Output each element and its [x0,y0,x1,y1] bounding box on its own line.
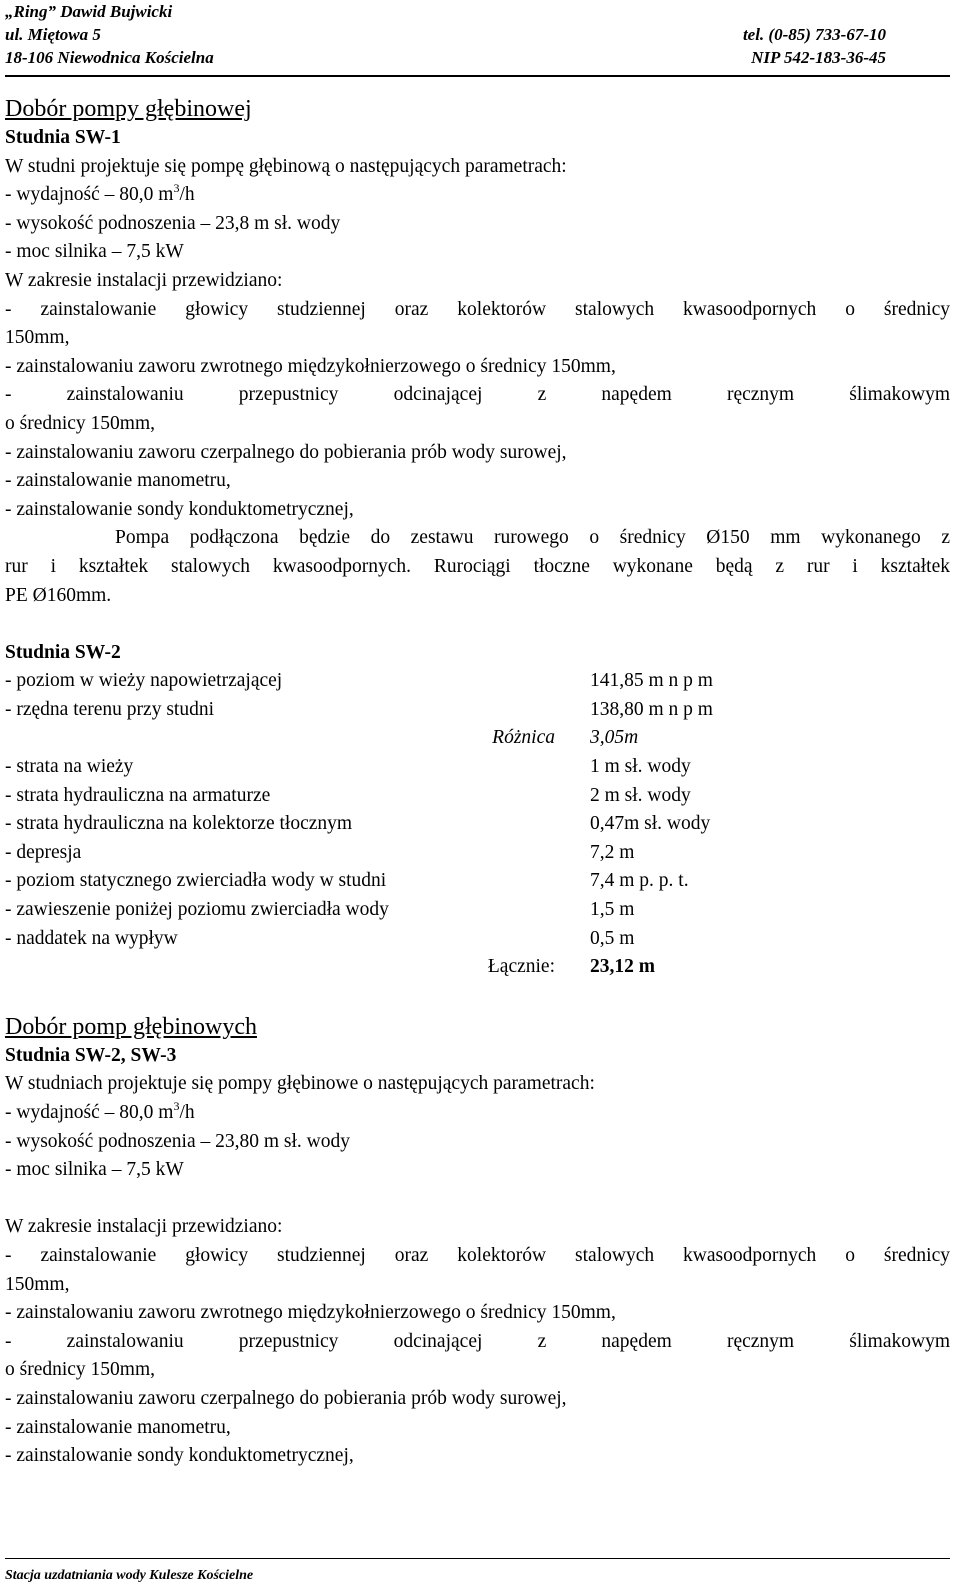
calc-label: - strata hydrauliczna na armaturze [5,784,271,806]
flow-text: - wydajność – 80,0 m [5,1102,174,1123]
calc-total-label: Łącznie: [487,956,555,978]
section2-intro: W studniach projektuje się pompy głębinowe o następujących parametrach: [5,1073,595,1095]
section2-scope-item: - zainstalowanie sondy konduktometrycznej, [5,1445,354,1467]
calc-diff-label: Różnica [492,727,555,749]
page-footer [5,1558,950,1586]
calc-value: 2 m sł. wody [590,784,691,806]
calc-row [5,782,950,811]
section2-scope-item: - zainstalowaniu zaworu czerpalnego do pobierania prób wody surowej, [5,1387,567,1409]
company-phone: tel. (0-85) 733-67-10 [742,25,886,44]
calc-value: 7,2 m [590,841,635,863]
section2-scope-item: - zainstalowaniu przepustnicy odcinającej z napędem ręcznym ślimakowym [5,1330,950,1352]
company-nip: NIP 542-183-36-45 [751,48,886,67]
calc-value: 1 m sł. wody [590,756,691,778]
section1-power: - moc silnika – 7,5 kW [5,241,184,263]
calc-value: 0,47m sł. wody [590,813,711,835]
section1-scope-title: W zakresie instalacji przewidziano: [5,269,283,291]
calc-row [5,896,950,925]
section2-scope-title: W zakresie instalacji przewidziano: [5,1216,283,1238]
footer-divider [5,1558,950,1559]
section1-para-line: Pompa podłączona będzie do zestawu rurowego o średnicy Ø150 mm wykonanego z [115,527,950,549]
calc-label: - poziom w wieży napowietrzającej [5,670,283,692]
company-name: „Ring” Dawid Bujwicki [5,2,173,21]
calc-row [5,696,950,725]
section2-scope-item: - zainstalowanie manometru, [5,1416,231,1438]
section1-para-line: rur i kształtek stalowych kwasoodpornych. Rurociągi tłoczne wykonane będą z rur i kształtek [5,555,950,577]
document-page [5,0,950,1589]
section1-scope-item: - zainstalowanie sondy konduktometrycznej, [5,498,354,520]
section2-head: - wysokość podnoszenia – 23,80 m sł. wody [5,1130,351,1152]
section2-scope-item: o średnicy 150mm, [5,1359,156,1381]
section1-para-line: PE Ø160mm. [5,584,112,606]
calc-value: 0,5 m [590,927,635,949]
section1-head: - wysokość podnoszenia – 23,8 m sł. wody [5,212,341,234]
calc-total-row [5,953,950,982]
calc-label: - depresja [5,841,82,863]
calc-row [5,867,950,896]
section2-scope-item: - zainstalowaniu zaworu zwrotnego międzykołnierzowego o średnicy 150mm, [5,1302,616,1324]
footer-text: Stacja uzdatniania wody Kulesze Kościelne [5,1568,254,1583]
calc-well: Studnia SW-2 [5,641,121,663]
calc-label: - rzędna terenu przy studni [5,698,214,720]
section1-scope-item: o średnicy 150mm, [5,412,156,434]
company-street: ul. Miętowa 5 [5,25,101,44]
calc-row [5,753,950,782]
section1-title: Dobór pompy głębinowej [5,96,252,122]
section2-well: Studnia SW-2, SW-3 [5,1044,177,1066]
calc-row [5,925,950,954]
letterhead [5,0,950,69]
section1-scope-item: 150mm, [5,327,70,349]
flow-sup: 3 [173,1099,180,1113]
calc-diff-row [5,724,950,753]
section2-flow [5,1099,950,1128]
section2-scope-item: 150mm, [5,1273,70,1295]
section1-scope-item: - zainstalowaniu przepustnicy odcinającej z napędem ręcznym ślimakowym [5,384,950,406]
flow-unit: /h [179,184,195,206]
section1-scope-item: - zainstalowaniu zaworu zwrotnego międzykołnierzowego o średnicy 150mm, [5,355,616,377]
section1-scope-item: - zainstalowaniu zaworu czerpalnego do pobierania prób wody surowej, [5,441,567,463]
calc-row [5,810,950,839]
calc-label: - naddatek na wypływ [5,927,178,949]
calc-label: - strata hydrauliczna na kolektorze tłocznym [5,813,353,835]
calc-label: - zawieszenie poniżej poziomu zwierciadła wody [5,899,389,921]
section2-scope-item: - zainstalowanie głowicy studziennej oraz kolektorów stalowych kwasoodpornych o średnicy [5,1244,950,1266]
header-divider [5,75,950,77]
section1-well: Studnia SW-1 [5,127,121,148]
calc-label: - strata na wieży [5,756,134,778]
section1-intro: W studni projektuje się pompę głębinową o następujących parametrach: [5,155,567,177]
flow-text: - wydajność – 80,0 m [5,184,174,206]
section2-title: Dobór pomp głębinowych [5,1013,257,1040]
company-city: 18-106 Niewodnica Kościelna [5,48,214,67]
calc-total-value: 23,12 m [590,956,655,978]
flow-sup: 3 [173,181,180,196]
calc-row [5,839,950,868]
flow-unit: /h [179,1102,195,1123]
section1-scope-item: - zainstalowanie głowicy studziennej oraz kolektorów stalowych kwasoodpornych o średnicy [5,298,950,320]
calc-row [5,667,950,696]
calc-value: 138,80 m n p m [590,698,713,720]
section1-flow [5,181,950,210]
calc-value: 141,85 m n p m [590,670,713,692]
calc-value: 1,5 m [590,899,635,921]
calc-diff-value: 3,05m [590,727,639,749]
calc-label: - poziom statycznego zwierciadła wody w studni [5,870,387,892]
section2-power: - moc silnika – 7,5 kW [5,1159,184,1181]
calc-value: 7,4 m p. p. t. [590,870,689,892]
section1-scope-item: - zainstalowanie manometru, [5,470,231,492]
